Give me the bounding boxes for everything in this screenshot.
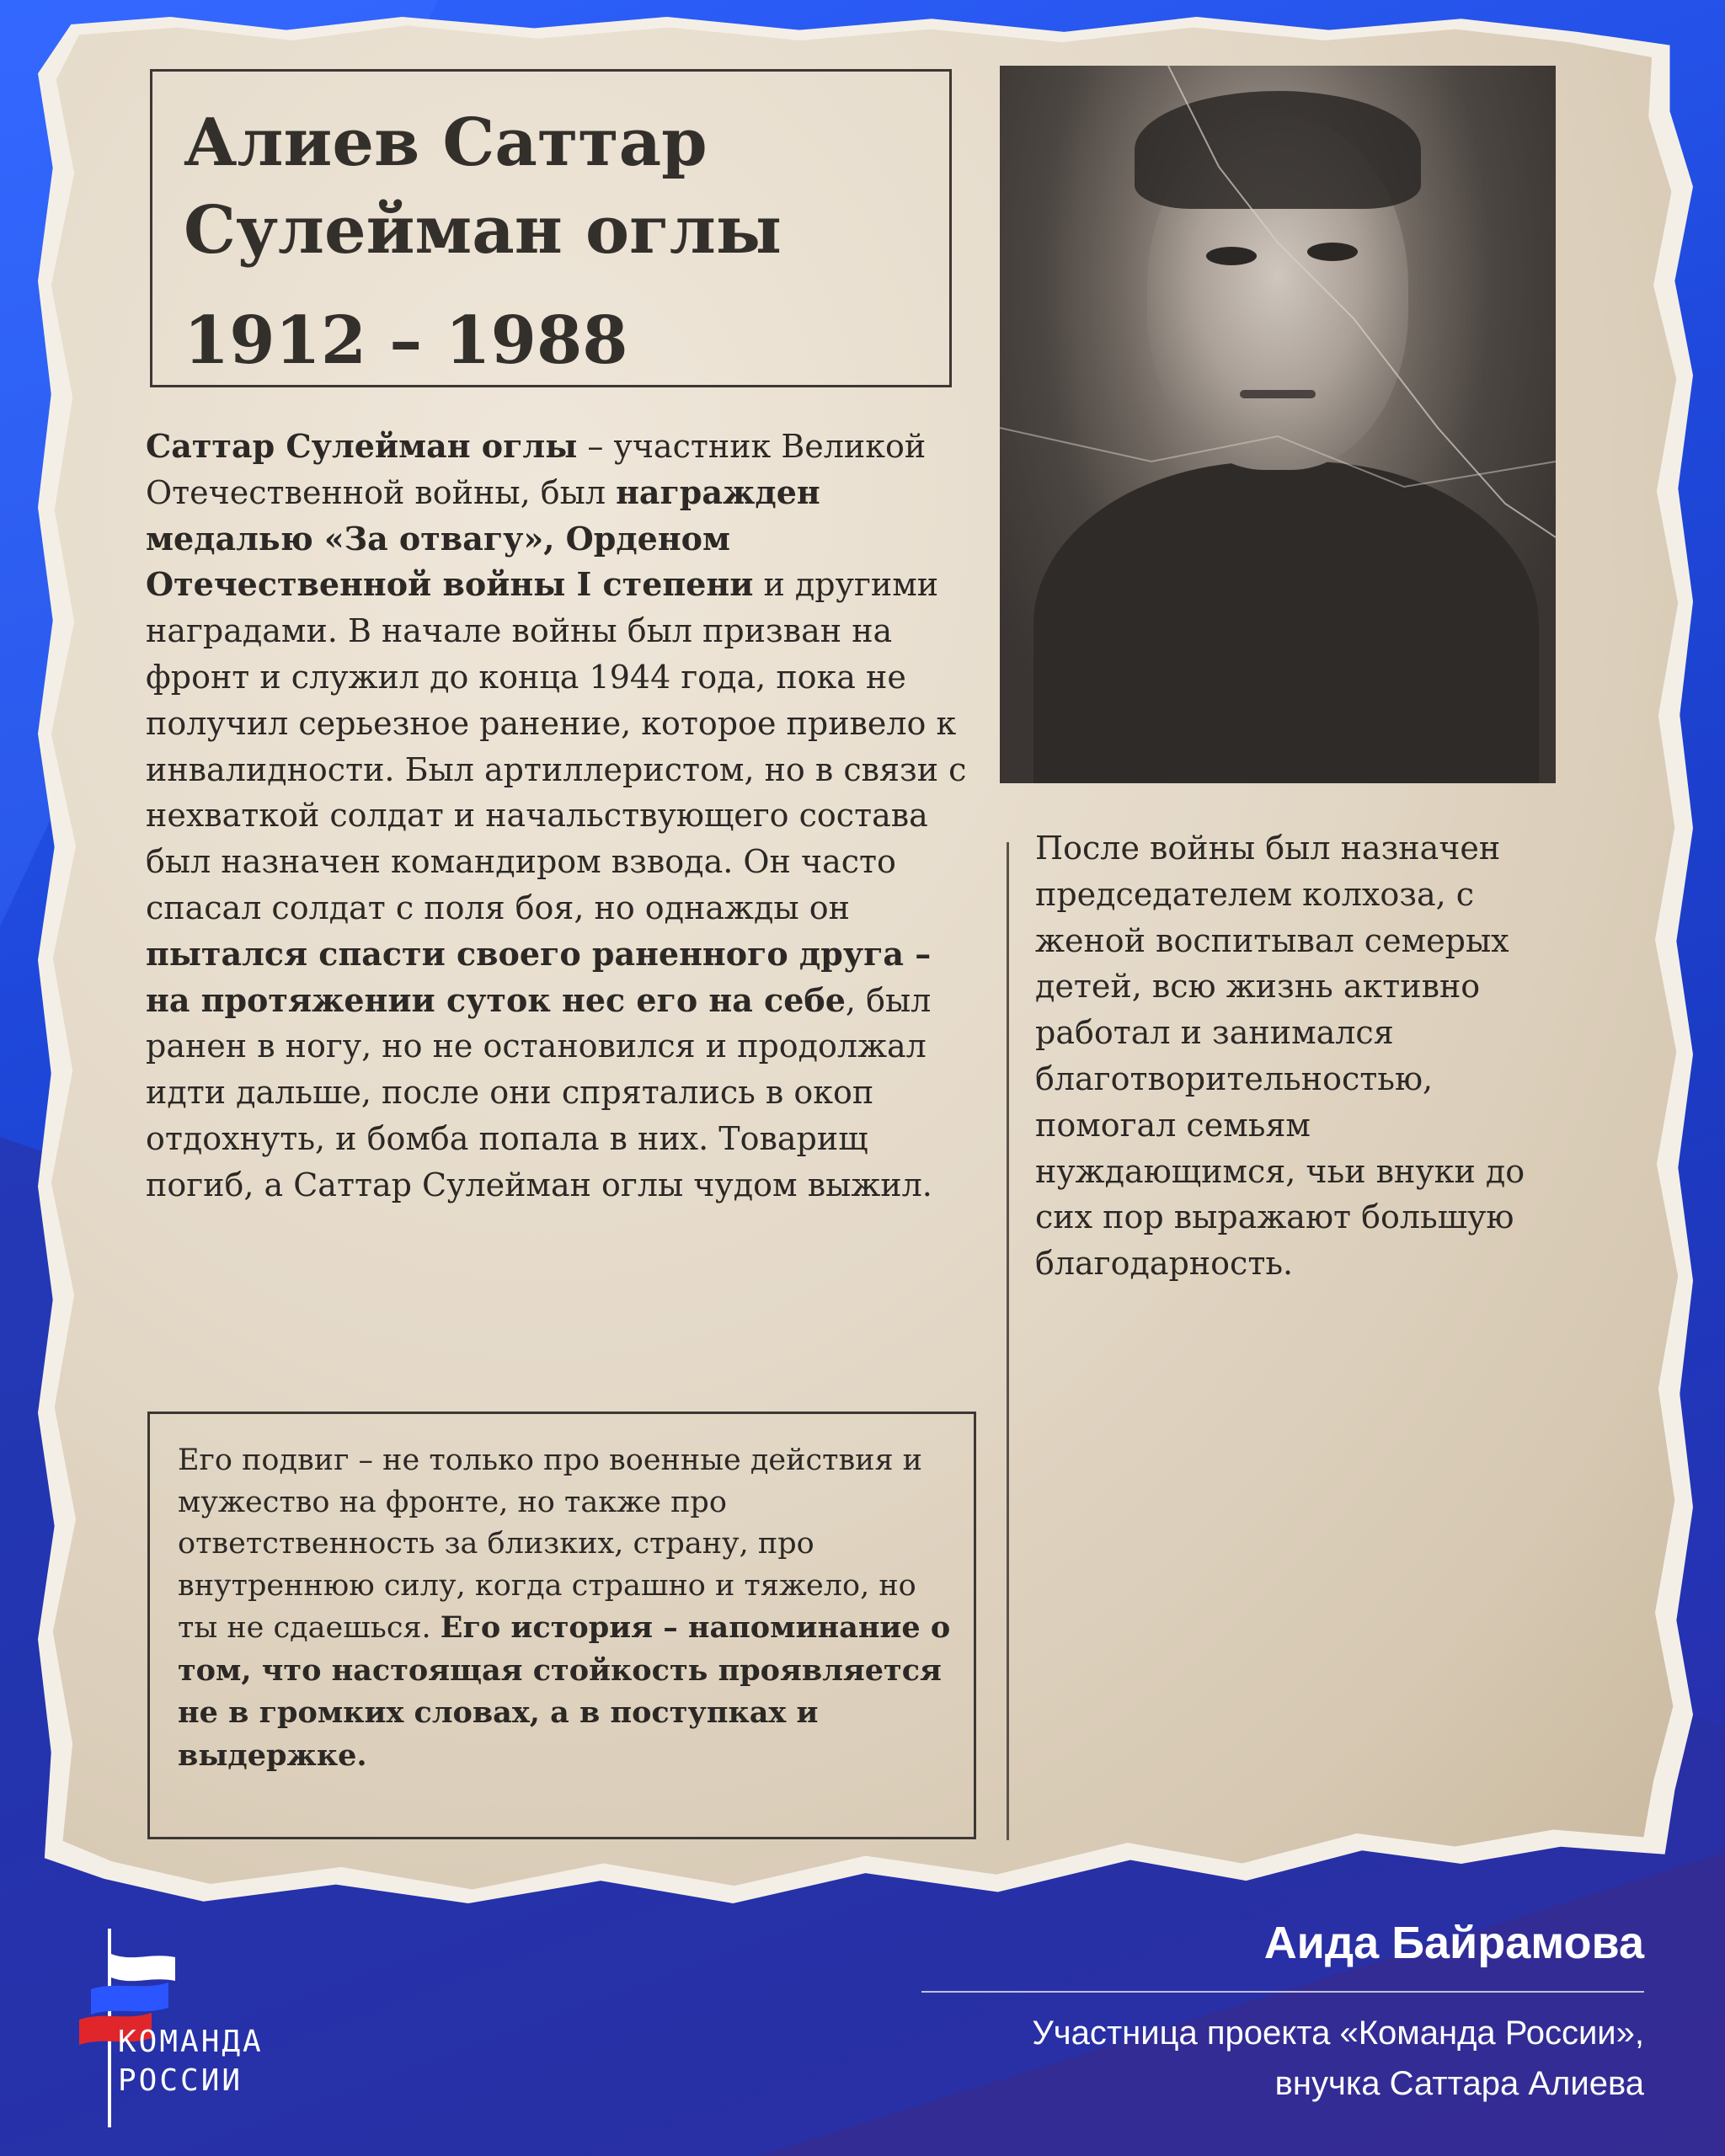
bio-text-3: , был ранен в ногу, но не остановился и продолжал идти дальше, после они спрятались в окоп отдохнуть, и бомба попала в них. Товарищ погиб, а Саттар Сулейман оглы чудом выжил. bbox=[146, 981, 932, 1203]
person-name: Алиев Саттар Сулейман оглы bbox=[184, 104, 782, 269]
photo-crease-lines bbox=[1000, 66, 1556, 783]
quote-bold: Его история – напоминание о том, что настоящая стойкость проявляется не в громких словах, а в поступках и выдержке. bbox=[178, 1610, 951, 1773]
biography-text bbox=[146, 424, 971, 1209]
quote-text bbox=[178, 1440, 961, 1777]
bio-bold-3: пытался спасти своего раненного друга – на протяжении суток нес его на себе bbox=[146, 934, 932, 1019]
quote-regular: Его подвиг – не только про военные действия и мужество на фронте, но также про ответственность за близких, страну, про внутреннюю силу, когда страшно и тяжело, но ты не сдаешься. bbox=[178, 1444, 923, 1645]
author-name: Аида Байрамова bbox=[1263, 1918, 1644, 1968]
bio-text-2: и другими наградами. В начале войны был призван на фронт и служил до конца 1944 года, пока не получил серьезное ранение, которое привело к инвалидности. Был артиллеристом, но в связи с нехваткой солдат и начальствующего состава был назначен командиром взвода. Он часто спасал солдат с поля боя, но однажды он bbox=[146, 566, 967, 926]
author-role: Участница проекта «Команда России», внучка Саттара Алиева bbox=[1032, 2015, 1644, 2102]
bio-bold-2: награжден медалью «За отвагу», Орденом Отечественной войны I степени bbox=[146, 472, 820, 604]
team-russia-logo-text: КОМАНДА РОССИИ bbox=[118, 2025, 264, 2098]
author-divider bbox=[921, 1991, 1644, 1993]
after-war-text: После войны был назначен председателем колхоза, с женой воспитывал семерых детей, всю жизнь активно работал и занимался благотворительностью, помогал семьям нуждающимся, чьи внуки до сих пор выражают большую благодарность. bbox=[1035, 830, 1525, 1283]
vertical-divider bbox=[1007, 842, 1009, 1840]
bio-text-1: – участник Великой Отечественной войны, был bbox=[146, 428, 927, 511]
portrait-photo bbox=[1000, 66, 1556, 783]
bio-bold-1: Саттар Сулейман оглы bbox=[146, 427, 578, 465]
life-years: 1912 – 1988 bbox=[184, 302, 628, 379]
